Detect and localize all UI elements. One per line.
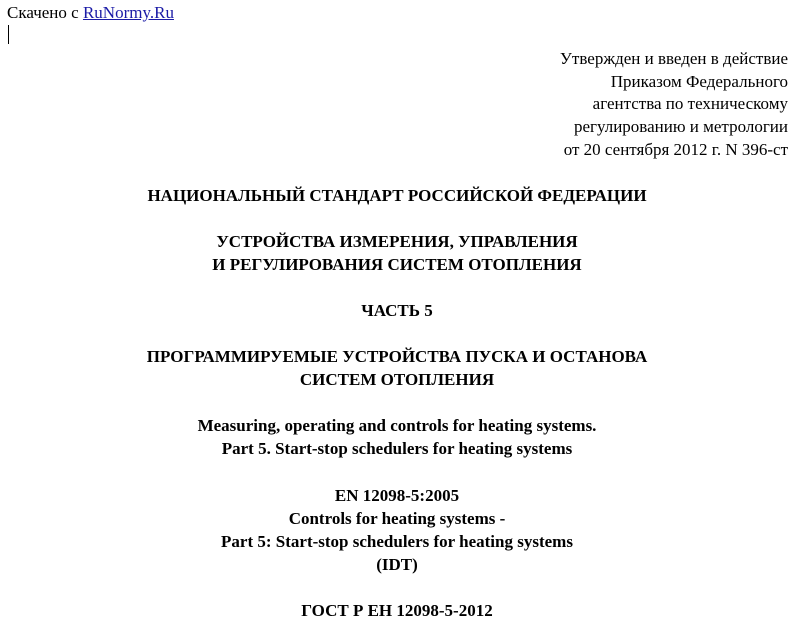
part-heading <box>0 299 794 322</box>
english-title-line: Measuring, operating and controls for heating systems. <box>197 416 597 435</box>
approval-line: Приказом Федерального <box>610 71 788 91</box>
standard-type: НАЦИОНАЛЬНЫЙ СТАНДАРТ РОССИЙСКОЙ ФЕДЕРАЦИИ <box>147 186 647 205</box>
approval-line: агентства по техническому <box>592 94 788 114</box>
approval-line: Утвержден и введен в действие <box>559 49 788 68</box>
russian-title <box>0 230 794 276</box>
part-label: ЧАСТЬ 5 <box>361 301 433 320</box>
gost-heading <box>0 599 794 622</box>
en-standard-line: (IDT) <box>376 555 418 574</box>
russian-subtitle-line: СИСТЕМ ОТОПЛЕНИЯ <box>299 370 495 389</box>
gost-number: ГОСТ Р ЕН 12098-5-2012 <box>301 601 493 620</box>
source-link[interactable]: RuNormy.Ru <box>82 3 174 22</box>
russian-subtitle-line: ПРОГРАММИРУЕМЫЕ УСТРОЙСТВА ПУСКА И ОСТАНОВА <box>146 347 648 366</box>
source-prefix: Скачено с <box>7 3 83 22</box>
english-title-line: Part 5. Start-stop schedulers for heating systems <box>221 439 573 458</box>
approval-block <box>560 48 788 162</box>
text-cursor <box>8 25 9 44</box>
approval-line: регулированию и метрологии <box>573 117 788 137</box>
approval-line: от 20 сентября 2012 г. N 396-ст <box>563 139 788 159</box>
russian-title-line: УСТРОЙСТВА ИЗМЕРЕНИЯ, УПРАВЛЕНИЯ <box>216 232 578 251</box>
standard-type-heading <box>0 184 794 207</box>
english-title <box>0 414 794 460</box>
en-standard-line: Controls for heating systems - <box>288 509 506 528</box>
en-standard-line: EN 12098-5:2005 <box>334 486 460 505</box>
en-standard-block <box>0 484 794 576</box>
russian-title-line: И РЕГУЛИРОВАНИЯ СИСТЕМ ОТОПЛЕНИЯ <box>212 255 582 274</box>
source-line <box>7 3 174 23</box>
en-standard-line: Part 5: Start-stop schedulers for heating systems <box>221 532 573 551</box>
russian-subtitle <box>0 345 794 391</box>
